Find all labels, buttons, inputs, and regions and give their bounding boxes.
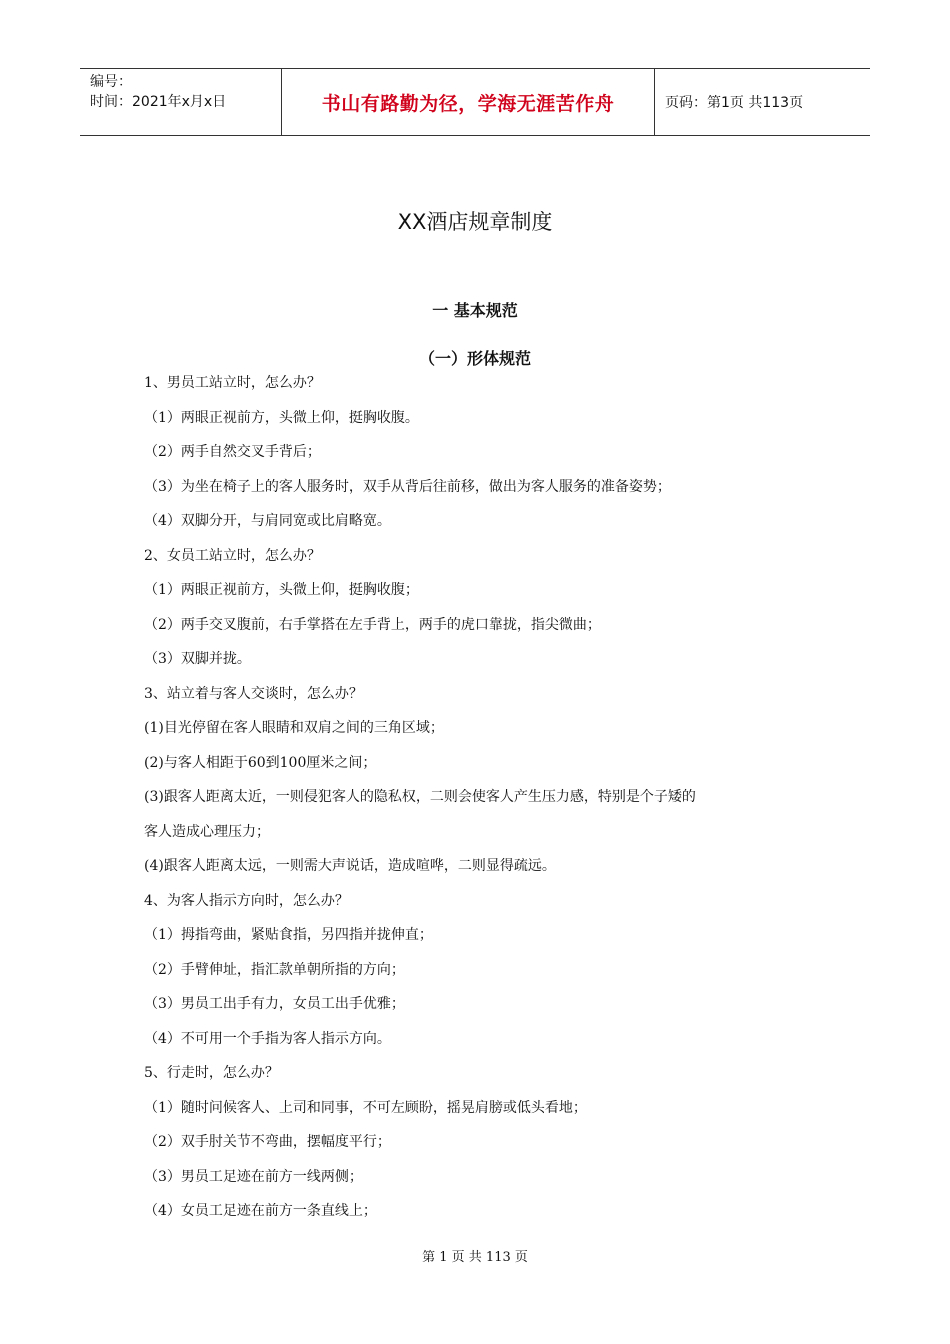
- text-line: （3）双脚并拢。: [144, 651, 251, 667]
- text-line: （1）两眼正视前方，头微上仰，挺胸收腹。: [144, 409, 419, 426]
- text-line: （1）拇指弯曲，紧贴食指，另四指并拢伸直；: [144, 927, 433, 943]
- body-text: [144, 372, 824, 1235]
- text-line: （2）两手交叉腹前，右手掌搭在左手背上，两手的虎口靠拢，指尖微曲；: [144, 616, 601, 633]
- text-line: 3、站立着与客人交谈时，怎么办？: [144, 685, 363, 702]
- text-line: 4、为客人指示方向时，怎么办？: [144, 892, 349, 909]
- text-line: （1）随时问候客人、上司和同事，不可左顾盼，摇晃肩膀或低头看地；: [144, 1099, 587, 1116]
- date-label: 时间：2021年x月x日: [90, 94, 227, 110]
- document-header: [80, 68, 870, 136]
- text-line: (1)目光停留在客人眼睛和双肩之间的三角区域；: [144, 720, 444, 736]
- text-line: 1、男员工站立时，怎么办？: [144, 375, 321, 391]
- text-line: (2)与客人相距于60到100厘米之间；: [144, 754, 377, 771]
- text-line: (3)跟客人距离太近，一则侵犯客人的隐私权，二则会使客人产生压力感，特别是个子矮的: [144, 789, 696, 805]
- text-line: （2）手臂伸址，指汇款单朝所指的方向；: [144, 961, 405, 978]
- page-footer: 第 1 页 共 113 页: [422, 1250, 528, 1265]
- text-line: （2）双手肘关节不弯曲，摆幅度平行；: [144, 1134, 391, 1150]
- header-meta: [80, 69, 282, 135]
- section-heading: 一 基本规范: [432, 301, 518, 320]
- text-line: 客人造成心理压力；: [144, 823, 270, 840]
- text-line: （1）两眼正视前方，头微上仰，挺胸收腹；: [144, 582, 419, 598]
- text-line: （4）双脚分开，与肩同宽或比肩略宽。: [144, 513, 391, 529]
- text-line: （3）为坐在椅子上的客人服务时，双手从背后往前移，做出为客人服务的准备姿势；: [144, 478, 671, 495]
- text-line: （2）两手自然交叉手背后；: [144, 444, 321, 460]
- text-line: （4）女员工足迹在前方一条直线上；: [144, 1203, 377, 1219]
- subsection-heading: （一）形体规范: [418, 349, 531, 368]
- serial-number-label: 编号：: [90, 74, 132, 90]
- text-line: （4）不可用一个手指为客人指示方向。: [144, 1030, 391, 1047]
- text-line: （3）男员工出手有力，女员工出手优雅；: [144, 996, 405, 1012]
- text-line: 2、女员工站立时，怎么办？: [144, 547, 321, 564]
- header-page-code: 页码：第1页 共113页: [665, 95, 804, 111]
- document-title: XX酒店规章制度: [397, 210, 553, 234]
- text-line: （3）男员工足迹在前方一线两侧；: [144, 1168, 363, 1185]
- text-line: (4)跟客人距离太远，一则需大声说话，造成喧哗，二则显得疏远。: [144, 858, 556, 874]
- header-motto: 书山有路勤为径，学海无涯苦作舟: [282, 69, 655, 135]
- text-line: 5、行走时，怎么办？: [144, 1065, 279, 1081]
